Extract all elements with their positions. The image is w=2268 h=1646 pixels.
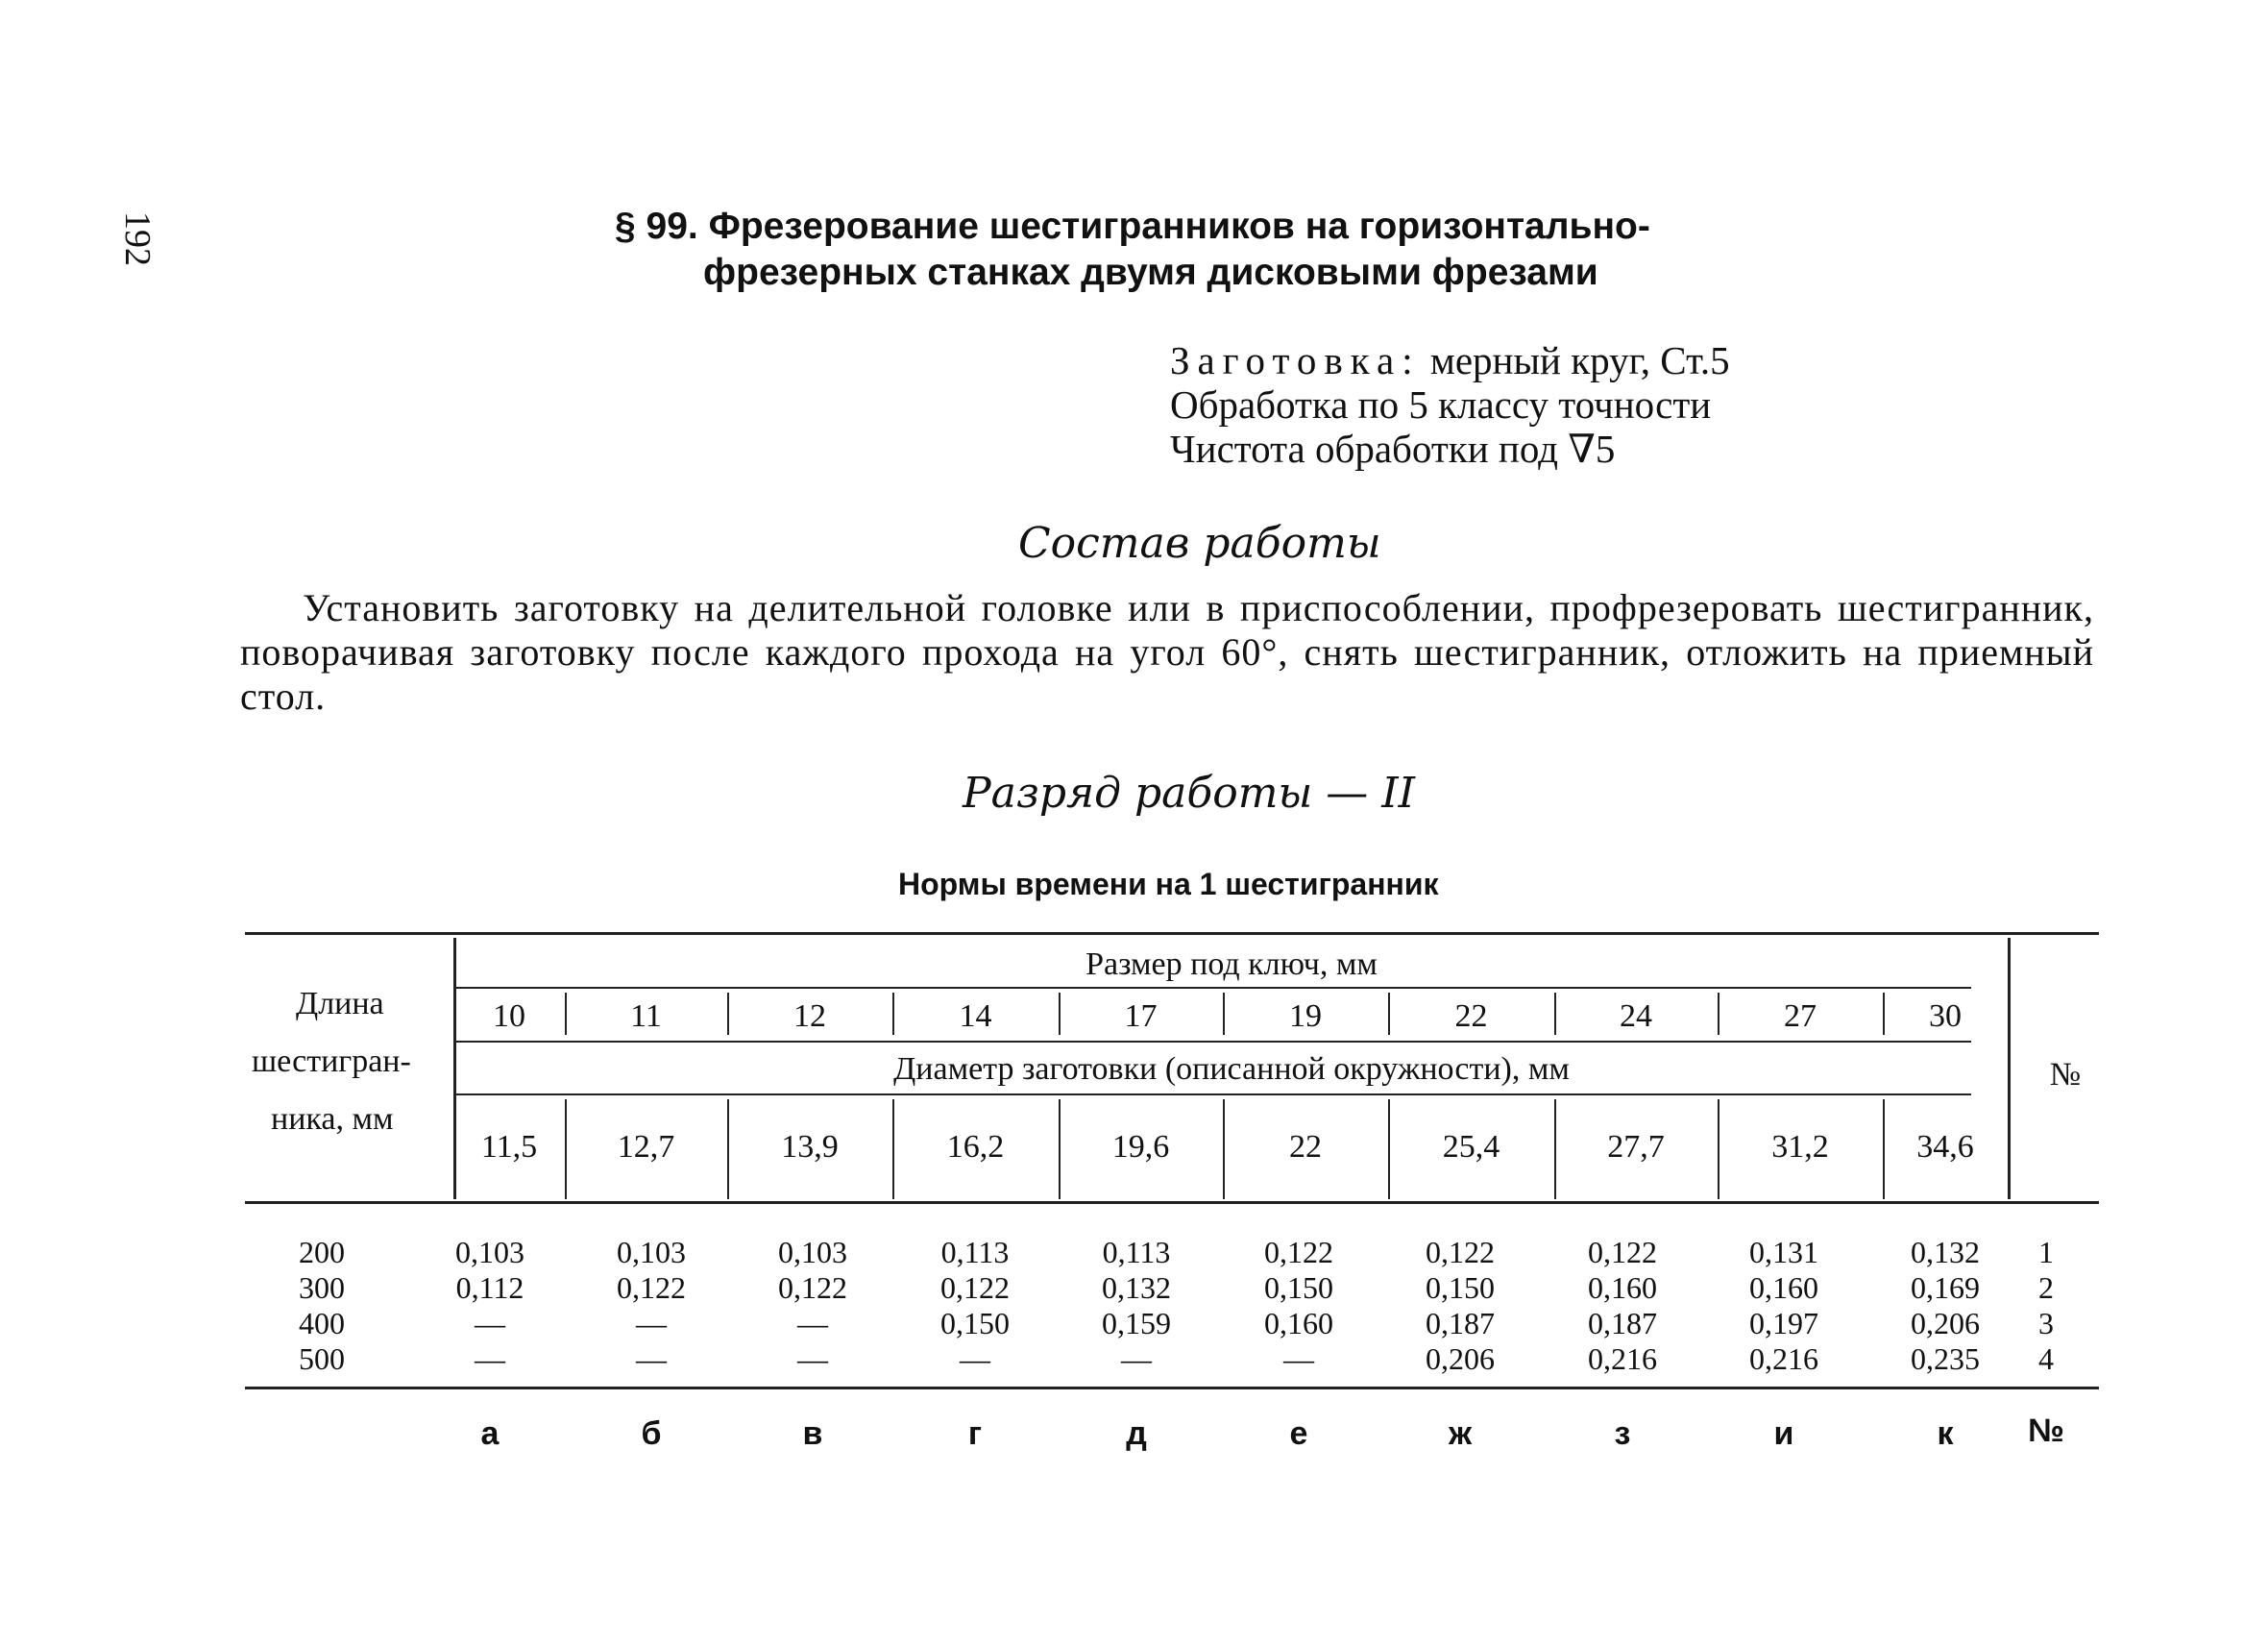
table-bottom-rule [245, 1387, 2099, 1389]
key-size-value: 24 [1620, 998, 1652, 1034]
column-letter: ж [1448, 1415, 1473, 1452]
column-letter: з [1614, 1415, 1631, 1452]
time-norm-value: — [636, 1306, 667, 1340]
key-size-value: 10 [493, 998, 525, 1034]
workpiece-finish: Чистота обработки под ∇5 [1170, 427, 1616, 471]
time-norm-value: 0,216 [1588, 1341, 1657, 1376]
row-number: 2 [2038, 1270, 2054, 1305]
column-letter: к [1937, 1415, 1954, 1452]
time-norm-value: 0,132 [1102, 1270, 1171, 1305]
time-norm-value: 0,122 [617, 1270, 686, 1305]
column-letter: б [641, 1415, 662, 1452]
key-size-value: 17 [1124, 998, 1158, 1034]
time-norm-value: 0,206 [1426, 1341, 1495, 1376]
diameter-value: 11,5 [480, 1129, 538, 1165]
workpiece-info [1170, 338, 1730, 471]
key-size-rule [453, 987, 1971, 989]
time-norm-value: 0,122 [940, 1270, 1010, 1305]
time-norm-value: 0,197 [1749, 1306, 1818, 1340]
time-norm-value: 0,169 [1911, 1270, 1980, 1305]
diameter-value: 25,4 [1442, 1129, 1500, 1165]
row-header-label: Длина [296, 986, 384, 1021]
time-norm-value: 0,122 [1264, 1235, 1333, 1269]
number-header: № [2049, 1057, 2082, 1093]
time-norm-value: 0,160 [1264, 1306, 1333, 1340]
time-norm-value: 0,103 [617, 1235, 686, 1269]
row-header-label: ника, мм [271, 1101, 394, 1137]
column-letter: е [1289, 1415, 1308, 1452]
time-norm-value: — [475, 1306, 505, 1340]
time-norm-value: — [1121, 1341, 1152, 1376]
time-norm-value: — [1283, 1341, 1314, 1376]
row-number: 1 [2038, 1235, 2054, 1269]
work-composition-heading: Состав работы [1018, 519, 1381, 568]
time-norm-value: 0,122 [778, 1270, 847, 1305]
workpiece-accuracy: Обработка по 5 классу точности [1170, 382, 1712, 427]
time-norm-value: 0,113 [940, 1235, 1010, 1269]
length-value: 400 [299, 1306, 345, 1340]
diameter-value: 12,7 [617, 1129, 675, 1165]
diameter-value: 22 [1289, 1129, 1322, 1165]
table-title: Нормы времени на 1 шестигранник [898, 867, 1439, 901]
time-norm-value: — [636, 1341, 667, 1376]
time-norm-value: 0,132 [1911, 1235, 1980, 1269]
time-norm-value: 0,160 [1588, 1270, 1657, 1305]
time-norm-value: 0,187 [1426, 1306, 1495, 1340]
key-size-value: 30 [1929, 998, 1962, 1034]
diameter-value: 31,2 [1771, 1129, 1829, 1165]
column-letter: в [802, 1415, 823, 1452]
key-values-rule [453, 1041, 1971, 1043]
time-norm-value: 0,187 [1588, 1306, 1657, 1340]
section-title [615, 204, 1768, 296]
header-bottom-rule [245, 1201, 2099, 1204]
workpiece-value: мерный круг, Ст.5 [1429, 338, 1730, 382]
time-norm-value: 0,150 [1264, 1270, 1333, 1305]
time-norm-value: 0,131 [1749, 1235, 1818, 1269]
column-letter: и [1773, 1415, 1794, 1452]
diameter-value: 27,7 [1607, 1129, 1665, 1165]
key-size-value: 14 [959, 998, 992, 1034]
key-size-value: 27 [1784, 998, 1817, 1034]
workpiece-label: Заготовка: [1170, 338, 1421, 382]
row-header-label: шестигран- [252, 1044, 411, 1079]
time-norm-value: 0,216 [1749, 1341, 1818, 1376]
section-title-line2: фрезерных станках двумя дисковыми фрезами [703, 252, 1598, 293]
key-size-value: 22 [1454, 998, 1488, 1034]
diameter-value: 19,6 [1111, 1129, 1170, 1165]
key-size-header: Размер под ключ, мм [1085, 946, 1378, 982]
time-norm-value: 0,113 [1102, 1235, 1171, 1269]
time-norm-value: 0,150 [1426, 1270, 1495, 1305]
diameter-value: 34,6 [1916, 1129, 1974, 1165]
time-norm-value: 0,122 [1588, 1235, 1657, 1269]
time-norm-value: 0,206 [1911, 1306, 1980, 1340]
table-top-rule [245, 932, 2099, 935]
key-size-value: 19 [1289, 998, 1322, 1034]
time-norm-value: — [797, 1341, 828, 1376]
length-value: 300 [299, 1270, 345, 1305]
column-letter: а [480, 1415, 500, 1452]
time-norm-value: 0,150 [940, 1306, 1010, 1340]
key-size-value: 12 [793, 998, 826, 1034]
work-grade: Разряд работы — II [963, 769, 1416, 818]
key-size-value: 11 [630, 998, 662, 1034]
time-norm-value: 0,159 [1102, 1306, 1171, 1340]
section-title-line1: § 99. Фрезерование шестигранников на горизонтально- [615, 206, 1650, 247]
diameter-value: 13,9 [781, 1129, 839, 1165]
time-norm-value: 0,160 [1749, 1270, 1818, 1305]
length-value: 200 [299, 1235, 345, 1269]
time-norm-value: 0,112 [455, 1270, 524, 1305]
footer-number: № [2028, 1413, 2064, 1449]
diameter-header: Диаметр заготовки (описанной окружности), мм [893, 1051, 1570, 1087]
row-number: 3 [2038, 1306, 2054, 1340]
time-norm-value: 0,122 [1426, 1235, 1495, 1269]
time-norm-value: — [475, 1341, 505, 1376]
column-letter: д [1126, 1415, 1147, 1452]
diameter-rule [453, 1093, 1971, 1095]
time-norm-value: 0,103 [455, 1235, 524, 1269]
time-norm-value: — [797, 1306, 828, 1340]
page-number: 192 [117, 211, 158, 266]
row-number: 4 [2038, 1341, 2054, 1376]
column-letter: г [967, 1415, 983, 1452]
work-composition-text: Установить заготовку на делительной головке или в приспособлении, профрезеровать шестигранник, поворачивая заготовку после каждого прохода на угол 60°, снять шестигранник, отложить на приемный стол. [240, 586, 2094, 718]
time-norm-value: 0,103 [778, 1235, 847, 1269]
time-norm-value: — [960, 1341, 990, 1376]
diameter-value: 16,2 [946, 1129, 1005, 1165]
length-value: 500 [299, 1341, 345, 1376]
time-norm-value: 0,235 [1911, 1341, 1980, 1376]
